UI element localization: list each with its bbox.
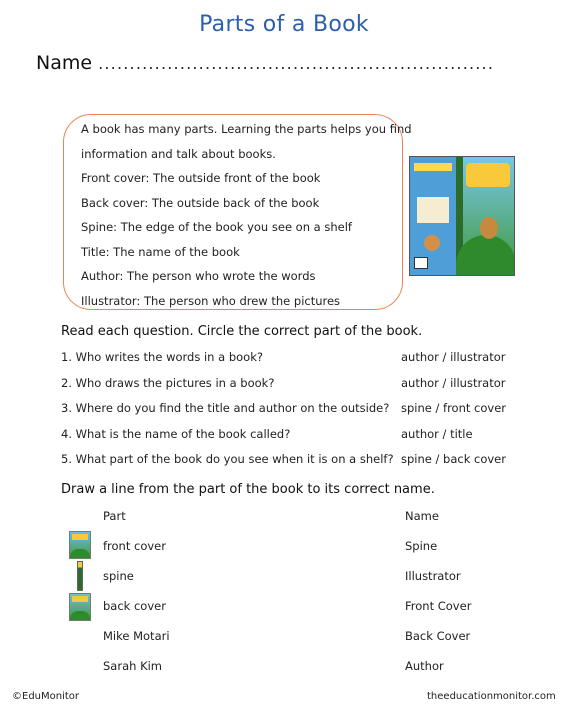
question-text: 4. What is the name of the book called? bbox=[61, 427, 291, 441]
info-line: Title: The name of the book bbox=[81, 245, 240, 259]
name-item[interactable]: Illustrator bbox=[405, 569, 461, 583]
part-item[interactable]: Sarah Kim bbox=[103, 659, 163, 673]
footer-website: theeducationmonitor.com bbox=[427, 691, 556, 702]
name-item[interactable]: Spine bbox=[405, 539, 438, 553]
back-cover-thumbnail bbox=[69, 593, 91, 621]
info-line: information and talk about books. bbox=[81, 147, 276, 161]
info-line: Author: The person who wrote the words bbox=[81, 269, 316, 283]
front-cover-thumbnail bbox=[69, 531, 91, 559]
info-line: Illustrator: The person who drew the pictures bbox=[81, 294, 341, 308]
info-line: A book has many parts. Learning the parts helps you find bbox=[81, 122, 412, 136]
name-blank-dots[interactable]: ............................................................... bbox=[98, 54, 495, 73]
part-column-header: Part bbox=[103, 509, 126, 523]
part-item[interactable]: front cover bbox=[103, 539, 166, 553]
question-choices[interactable]: spine / back cover bbox=[401, 452, 506, 466]
question-text: 5. What part of the book do you see when it is on a shelf? bbox=[61, 452, 394, 466]
section-heading-questions: Read each question. Circle the correct part of the book. bbox=[61, 324, 423, 339]
name-label: Name bbox=[36, 52, 93, 74]
info-line: Spine: The edge of the book you see on a shelf bbox=[81, 220, 352, 234]
question-choices[interactable]: spine / front cover bbox=[401, 401, 507, 415]
name-item[interactable]: Back Cover bbox=[405, 629, 471, 643]
spine-thumbnail bbox=[77, 561, 83, 591]
part-item[interactable]: spine bbox=[103, 569, 134, 583]
name-line bbox=[36, 52, 526, 74]
question-text: 3. Where do you find the title and author on the outside? bbox=[61, 401, 390, 415]
info-line: Back cover: The outside back of the book bbox=[81, 196, 320, 210]
name-item[interactable]: Front Cover bbox=[405, 599, 472, 613]
part-item[interactable]: Mike Motari bbox=[103, 629, 170, 643]
book-cover-illustration bbox=[409, 156, 515, 276]
section-heading-matching: Draw a line from the part of the book to its correct name. bbox=[61, 482, 435, 497]
part-item[interactable]: back cover bbox=[103, 599, 166, 613]
name-item[interactable]: Author bbox=[405, 659, 444, 673]
info-line: Front cover: The outside front of the book bbox=[81, 171, 321, 185]
question-text: 1. Who writes the words in a book? bbox=[61, 350, 263, 364]
page-title: Parts of a Book bbox=[199, 12, 369, 37]
name-column-header: Name bbox=[405, 509, 439, 523]
question-text: 2. Who draws the pictures in a book? bbox=[61, 376, 275, 390]
question-choices[interactable]: author / title bbox=[401, 427, 473, 441]
question-choices[interactable]: author / illustrator bbox=[401, 376, 506, 390]
footer-copyright: ©EduMonitor bbox=[12, 691, 80, 702]
question-choices[interactable]: author / illustrator bbox=[401, 350, 506, 364]
barcode-icon bbox=[414, 257, 428, 269]
